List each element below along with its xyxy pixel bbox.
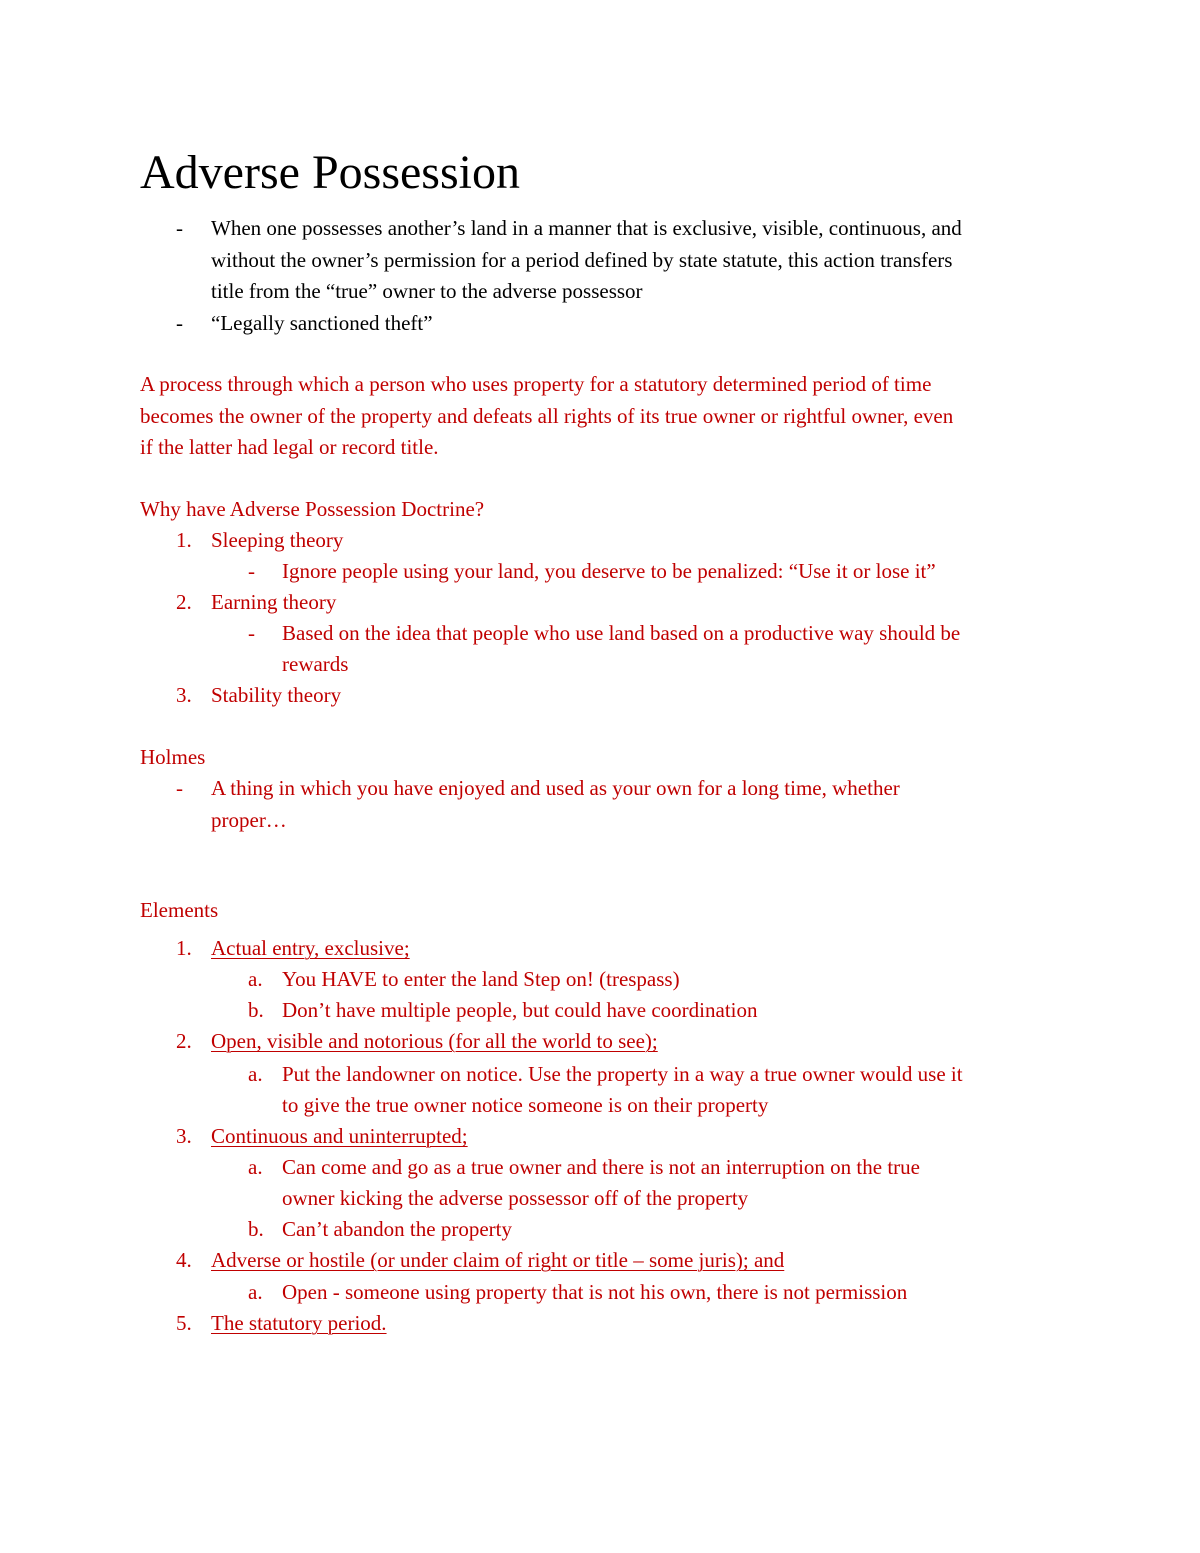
document-title: Adverse Possession — [140, 146, 520, 199]
list-number: 2. — [176, 1029, 192, 1053]
holmes-quote-line: proper… — [211, 808, 287, 832]
bullet-marker: - — [176, 311, 183, 335]
sub-item-marker: a. — [248, 1062, 263, 1086]
definition-line: becomes the owner of the property and defeats all rights of its true owner or rightful owner, even — [140, 404, 954, 428]
sub-item-marker: a. — [248, 1155, 263, 1179]
bullet-marker: - — [176, 216, 183, 240]
list-number: 2. — [176, 590, 192, 614]
section-heading-holmes: Holmes — [140, 745, 206, 769]
sub-item-marker: a. — [248, 967, 263, 991]
bullet-marker: - — [176, 776, 183, 800]
theory-detail: Ignore people using your land, you deserve to be penalized: “Use it or lose it” — [282, 559, 936, 583]
section-heading-why: Why have Adverse Possession Doctrine? — [140, 497, 485, 521]
theory-label: Sleeping theory — [211, 528, 344, 552]
element-detail: Can come and go as a true owner and there is not an interruption on the true — [282, 1155, 920, 1179]
element-label: Continuous and uninterrupted; — [211, 1124, 468, 1148]
section-heading-elements: Elements — [140, 898, 219, 922]
sub-item-marker: b. — [248, 998, 264, 1022]
intro-bullet-line: title from the “true” owner to the adverse possessor — [211, 279, 643, 303]
intro-bullet-line: “Legally sanctioned theft” — [211, 311, 433, 335]
element-detail: Put the landowner on notice. Use the property in a way a true owner would use it — [282, 1062, 963, 1086]
element-label: Actual entry, exclusive; — [211, 936, 410, 960]
element-detail: owner kicking the adverse possessor off of the property — [282, 1186, 749, 1210]
element-detail: Open - someone using property that is not his own, there is not permission — [282, 1280, 908, 1304]
sub-item-marker: b. — [248, 1217, 264, 1241]
list-number: 3. — [176, 1124, 192, 1148]
list-number: 1. — [176, 528, 192, 552]
sub-bullet-marker: - — [248, 621, 255, 645]
definition-line: if the latter had legal or record title. — [140, 435, 439, 459]
element-detail: to give the true owner notice someone is on their property — [282, 1093, 769, 1117]
holmes-quote-line: A thing in which you have enjoyed and used as your own for a long time, whether — [211, 776, 900, 800]
list-number: 3. — [176, 683, 192, 707]
intro-bullet-line: When one possesses another’s land in a manner that is exclusive, visible, continuous, and — [211, 216, 962, 240]
element-detail: Don’t have multiple people, but could have coordination — [282, 998, 758, 1022]
element-label: Open, visible and notorious (for all the world to see); — [211, 1029, 658, 1053]
element-detail: You HAVE to enter the land Step on! (trespass) — [282, 967, 680, 991]
element-detail: Can’t abandon the property — [282, 1217, 512, 1241]
list-number: 5. — [176, 1311, 192, 1335]
theory-label: Earning theory — [211, 590, 337, 614]
theory-detail: Based on the idea that people who use land based on a productive way should be — [282, 621, 961, 645]
element-label: Adverse or hostile (or under claim of right or title – some juris); and — [211, 1248, 785, 1272]
definition-line: A process through which a person who uses property for a statutory determined period of time — [140, 372, 932, 396]
element-label: The statutory period. — [211, 1311, 387, 1335]
theory-label: Stability theory — [211, 683, 342, 707]
intro-bullet-line: without the owner’s permission for a period defined by state statute, this action transfers — [211, 248, 953, 272]
theory-detail: rewards — [282, 652, 349, 676]
list-number: 1. — [176, 936, 192, 960]
sub-item-marker: a. — [248, 1280, 263, 1304]
list-number: 4. — [176, 1248, 192, 1272]
sub-bullet-marker: - — [248, 559, 255, 583]
